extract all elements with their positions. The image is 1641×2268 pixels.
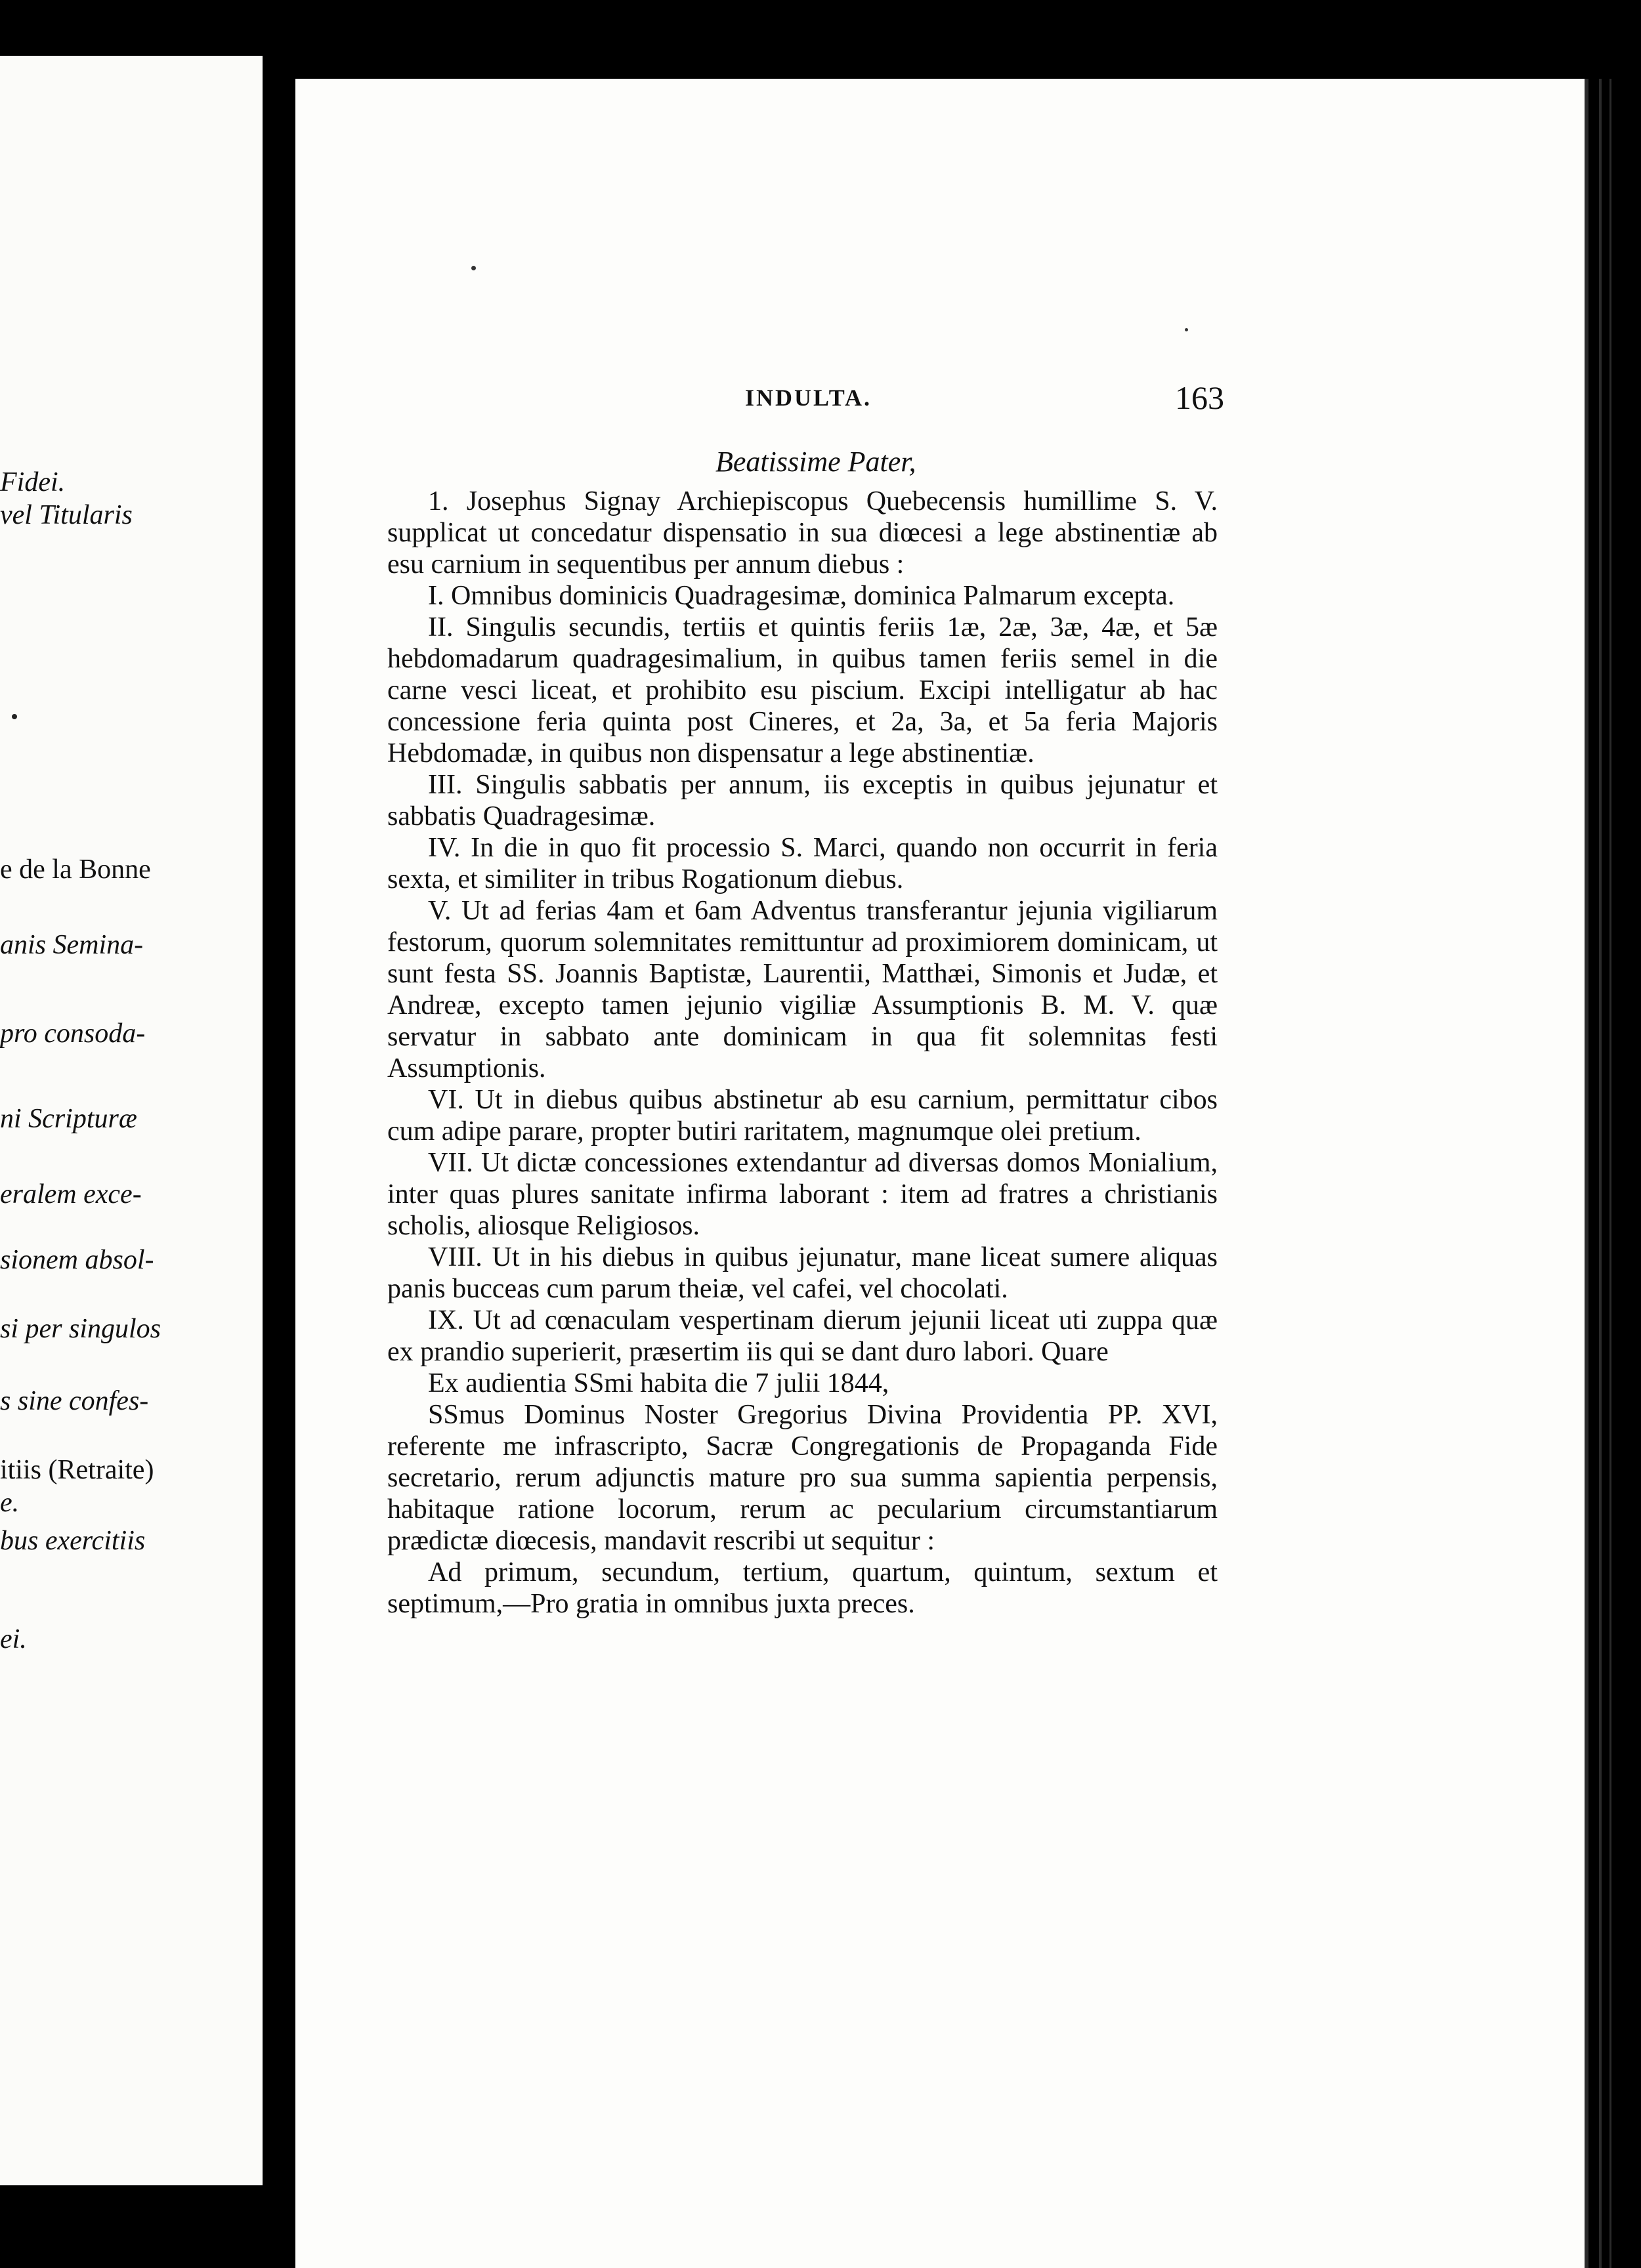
facing-line-7: eralem exce- xyxy=(0,1179,142,1209)
facing-line-4: anis Semina- xyxy=(0,930,144,960)
facing-line-14: ei. xyxy=(0,1624,27,1654)
facing-line-10: s sine confes- xyxy=(0,1386,149,1416)
page-edge xyxy=(1599,79,1602,2268)
page-edge xyxy=(1585,79,1588,2268)
bullet-mark xyxy=(12,714,17,719)
page-edge xyxy=(1609,79,1611,2268)
book-gutter xyxy=(263,0,295,2268)
speck xyxy=(471,266,476,270)
paragraph: IX. Ut ad cœnaculam vespertinam dierum jejunii liceat uti zuppa quæ ex prandio superierit, præsertim iis qui se dant duro labori. Quare xyxy=(387,1305,1218,1367)
facing-line-5: pro consoda- xyxy=(0,1018,146,1049)
paragraph: SSmus Dominus Noster Gregorius Divina Providentia PP. XVI, referente me infrascripto, Sacræ Congregationis de Propaganda Fide secretario, rerum adjunctis mature pro sua summa sapientia perpensis, habitaque ratione locorum, rerum ac pecularium circumstantiarum prædictæ diœcesis, mandavit rescribi ut sequitur : xyxy=(387,1400,1218,1556)
salutation: Beatissime Pater, xyxy=(715,446,916,478)
facing-line-1: Fidei. xyxy=(0,467,66,497)
facing-line-13: bus exercitiis xyxy=(0,1526,146,1556)
facing-line-9: si per singulos xyxy=(0,1314,161,1344)
facing-line-6: ni Scripturæ xyxy=(0,1104,137,1134)
paragraph: I. Omnibus dominicis Quadragesimæ, dominica Palmarum excepta. xyxy=(428,581,1175,611)
paragraph: V. Ut ad ferias 4am et 6am Adventus transferantur jejunia vigiliarum festorum, quorum solemnitates remittuntur ad proximiorem dominicam, ut sunt festa SS. Joannis Baptistæ, Laurentii, Matthæi, Simonis et Judæ, et Andreæ, excepto tamen jejunio vigiliæ Assumptionis B. M. V. quæ servatur in sabbato ante dominicam in qua fit solemnitas festi Assumptionis. xyxy=(387,896,1218,1083)
facing-line-2: vel Titularis xyxy=(0,500,133,530)
page-number: 163 xyxy=(1175,379,1224,416)
paragraph: II. Singulis secundis, tertiis et quintis feriis 1æ, 2æ, 3æ, 4æ, et 5æ hebdomadarum quadragesimalium, in quibus tamen feriis semel in die carne vesci liceat, et prohibito esu piscium. Excipi intelligatur ab hac concessione feria quinta post Cineres, et 2a, 3a, et 5a feria Majoris Hebdomadæ, in quibus non dispensatur a lege abstinentiæ. xyxy=(387,612,1218,768)
paragraph: 1. Josephus Signay Archiepiscopus Quebecensis humillime S. V. supplicat ut concedatur dispensatio in sua diœcesi a lege abstinentiæ ab esu carnium in sequentibus per annum diebus : xyxy=(387,486,1218,579)
paragraph: VI. Ut in diebus quibus abstinetur ab esu carnium, permittatur cibos cum adipe parare, propter butiri raritatem, magnumque olei pretium. xyxy=(387,1085,1218,1146)
paragraph: VIII. Ut in his diebus in quibus jejunatur, mane liceat sumere aliquas panis bucceas cum parum theiæ, vel cafei, vel chocolati. xyxy=(387,1242,1218,1304)
paragraph: VII. Ut dictæ concessiones extendantur ad diversas domos Monialium, inter quas plures sanitate infirma laborant : item ad fratres a christianis scholis, aliosque Religiosos. xyxy=(387,1148,1218,1241)
paragraph: Ex audientia SSmi habita die 7 julii 1844, xyxy=(428,1368,889,1398)
paragraph: IV. In die in quo fit processio S. Marci, quando non occurrit in feria sexta, et similiter in tribus Rogationum diebus. xyxy=(387,833,1218,894)
body-text xyxy=(387,486,1218,1620)
paragraph: III. Singulis sabbatis per annum, iis exceptis in quibus jejunatur et sabbatis Quadragesimæ. xyxy=(387,770,1218,831)
facing-line-3: e de la Bonne xyxy=(0,854,151,885)
facing-page-fragment xyxy=(0,56,263,2185)
facing-line-8: sionem absol- xyxy=(0,1245,154,1275)
paragraph: Ad primum, secundum, tertium, quartum, quintum, sextum et septimum,—Pro gratia in omnibus juxta preces. xyxy=(387,1557,1218,1619)
facing-line-12: e. xyxy=(0,1488,20,1518)
running-head: INDULTA. xyxy=(745,385,872,411)
facing-line-11: itiis (Retraite) xyxy=(0,1455,154,1485)
speck xyxy=(1185,328,1188,331)
